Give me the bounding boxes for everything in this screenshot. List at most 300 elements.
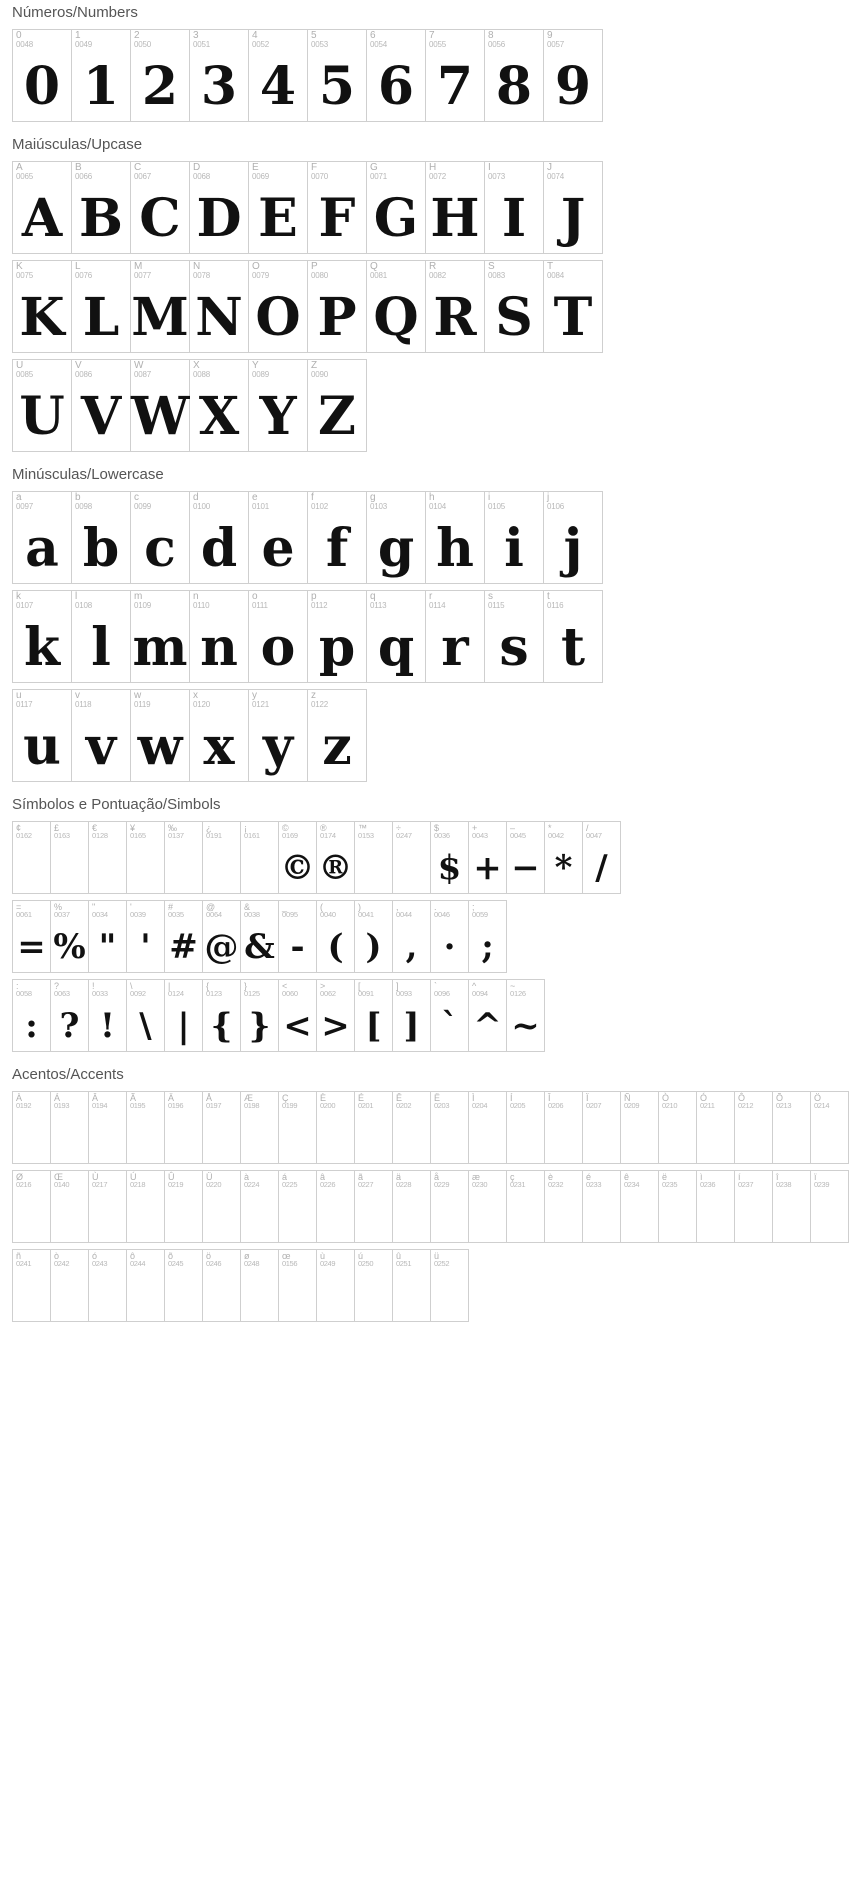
glyph-cell[interactable] xyxy=(735,1171,773,1243)
glyph-cell[interactable] xyxy=(507,822,545,894)
glyph-code-label: 0045 xyxy=(510,831,526,840)
glyph-cell[interactable] xyxy=(72,162,131,254)
glyph-cell[interactable] xyxy=(249,492,308,584)
glyph-code-label: 0055 xyxy=(429,40,446,49)
glyph-preview: H xyxy=(430,188,480,249)
glyph-char-label: O xyxy=(252,261,260,272)
glyph-preview: x xyxy=(203,716,235,777)
glyph-cell[interactable] xyxy=(811,1092,849,1164)
glyph-char-label: A xyxy=(16,162,23,173)
glyph-char-label: å xyxy=(434,1172,440,1182)
glyph-code-label: 0091 xyxy=(358,989,374,998)
glyph-cell[interactable] xyxy=(393,1171,431,1243)
glyph-cell[interactable] xyxy=(203,822,241,894)
glyph-char-label: ^ xyxy=(472,981,477,991)
glyph-code-label: 0086 xyxy=(75,370,92,379)
glyph-char-label: [ xyxy=(358,981,361,991)
glyph-char-label: q xyxy=(370,591,376,602)
glyph-cell[interactable] xyxy=(131,162,190,254)
glyph-preview: − xyxy=(511,848,540,888)
glyph-code-label: 0039 xyxy=(130,910,146,919)
glyph-cell[interactable] xyxy=(659,1092,697,1164)
glyph-cell[interactable] xyxy=(431,901,469,973)
glyph-cell[interactable] xyxy=(131,360,190,452)
glyph-code-label: 0235 xyxy=(662,1180,678,1189)
glyph-code-label: 0090 xyxy=(311,370,328,379)
glyph-cell[interactable] xyxy=(190,690,249,782)
glyph-code-label: 0218 xyxy=(130,1180,146,1189)
glyph-preview: S xyxy=(495,287,533,348)
glyph-cell[interactable] xyxy=(279,1171,317,1243)
glyph-cell[interactable] xyxy=(697,1092,735,1164)
glyph-cell[interactable] xyxy=(469,1092,507,1164)
glyph-preview: < xyxy=(283,1006,312,1046)
glyph-cell[interactable] xyxy=(165,980,203,1052)
glyph-cell[interactable] xyxy=(507,1171,545,1243)
glyph-cell[interactable] xyxy=(13,30,72,122)
glyph-char-label: ; xyxy=(472,902,475,912)
glyph-cell[interactable] xyxy=(544,162,603,254)
glyph-cell[interactable] xyxy=(811,1171,849,1243)
glyph-cell[interactable] xyxy=(735,1092,773,1164)
glyph-cell[interactable] xyxy=(13,591,72,683)
glyph-code-label: 0123 xyxy=(206,989,222,998)
glyph-cell[interactable] xyxy=(773,1171,811,1243)
glyph-code-label: 0248 xyxy=(244,1259,260,1268)
glyph-cell[interactable] xyxy=(89,1250,127,1322)
glyph-cell[interactable] xyxy=(13,901,51,973)
glyph-cell[interactable] xyxy=(431,1250,469,1322)
glyph-char-label: i xyxy=(488,492,491,503)
glyph-cell[interactable] xyxy=(190,30,249,122)
glyph-code-label: 0116 xyxy=(547,601,564,610)
glyph-char-label: ë xyxy=(662,1172,668,1182)
glyph-cell[interactable] xyxy=(51,1250,89,1322)
glyph-preview: A xyxy=(21,188,63,249)
glyph-char-label: > xyxy=(320,981,326,991)
glyph-cell[interactable] xyxy=(317,980,355,1052)
glyph-cell[interactable] xyxy=(89,901,127,973)
glyph-char-label: S xyxy=(488,261,495,272)
glyph-cell[interactable] xyxy=(51,980,89,1052)
glyph-grid xyxy=(12,29,603,122)
glyph-cell[interactable] xyxy=(393,1092,431,1164)
glyph-code-label: 0206 xyxy=(548,1101,564,1110)
glyph-cell[interactable] xyxy=(241,1171,279,1243)
glyph-cell[interactable] xyxy=(308,162,367,254)
glyph-code-label: 0089 xyxy=(252,370,269,379)
glyph-cell[interactable] xyxy=(308,261,367,353)
glyph-cell[interactable] xyxy=(469,901,507,973)
glyph-code-label: 0115 xyxy=(488,601,505,610)
glyph-code-label: 0203 xyxy=(434,1101,450,1110)
glyph-code-label: 0065 xyxy=(16,172,33,181)
glyph-code-label: 0083 xyxy=(488,271,505,280)
glyph-cell[interactable] xyxy=(72,261,131,353)
glyph-cell[interactable] xyxy=(544,591,603,683)
glyph-preview: & xyxy=(244,927,275,967)
glyph-cell[interactable] xyxy=(469,980,507,1052)
glyph-cell[interactable] xyxy=(127,1092,165,1164)
glyph-code-label: 0037 xyxy=(54,910,70,919)
glyph-cell[interactable] xyxy=(367,162,426,254)
glyph-cell[interactable] xyxy=(241,822,279,894)
glyph-code-label: 0194 xyxy=(92,1101,108,1110)
glyph-cell[interactable] xyxy=(431,1171,469,1243)
glyph-cell[interactable] xyxy=(545,822,583,894)
glyph-preview: / xyxy=(595,848,608,888)
glyph-cell[interactable] xyxy=(127,1250,165,1322)
glyph-char-label: o xyxy=(252,591,258,602)
glyph-preview: % xyxy=(53,927,86,967)
glyph-cell[interactable] xyxy=(127,901,165,973)
glyph-char-label: Á xyxy=(54,1093,61,1103)
glyph-cell[interactable] xyxy=(545,1171,583,1243)
glyph-char-label: Â xyxy=(92,1093,99,1103)
glyph-cell[interactable] xyxy=(393,980,431,1052)
glyph-cell[interactable] xyxy=(621,1092,659,1164)
glyph-char-label: G xyxy=(370,162,378,173)
glyph-row xyxy=(13,901,507,973)
glyph-cell[interactable] xyxy=(203,1250,241,1322)
glyph-cell[interactable] xyxy=(659,1171,697,1243)
glyph-code-label: 0219 xyxy=(168,1180,184,1189)
glyph-cell[interactable] xyxy=(317,1092,355,1164)
glyph-char-label: T xyxy=(547,261,554,272)
glyph-cell[interactable] xyxy=(72,591,131,683)
glyph-cell[interactable] xyxy=(51,1092,89,1164)
glyph-char-label: ( xyxy=(320,902,323,912)
glyph-cell[interactable] xyxy=(507,980,545,1052)
glyph-cell[interactable] xyxy=(431,1092,469,1164)
glyph-cell[interactable] xyxy=(393,1250,431,1322)
glyph-preview: [ xyxy=(365,1006,382,1046)
glyph-code-label: 0197 xyxy=(206,1101,222,1110)
glyph-cell[interactable] xyxy=(72,492,131,584)
glyph-preview: m xyxy=(132,617,188,678)
glyph-cell[interactable] xyxy=(13,261,72,353)
glyph-code-label: 0169 xyxy=(282,831,298,840)
glyph-char-label: € xyxy=(92,823,98,833)
glyph-code-label: 0084 xyxy=(547,271,564,280)
glyph-cell[interactable] xyxy=(13,1092,51,1164)
glyph-char-label: l xyxy=(75,591,78,602)
glyph-cell[interactable] xyxy=(241,980,279,1052)
glyph-code-label: 0038 xyxy=(244,910,260,919)
glyph-preview: y xyxy=(262,716,294,777)
glyph-preview: ^ xyxy=(473,1006,502,1046)
glyph-char-label: Ü xyxy=(206,1172,213,1182)
glyph-code-label: 0211 xyxy=(700,1101,715,1110)
glyph-code-label: 0220 xyxy=(206,1180,222,1189)
glyph-char-label: R xyxy=(429,261,437,272)
glyph-cell[interactable] xyxy=(203,1092,241,1164)
glyph-cell[interactable] xyxy=(131,492,190,584)
glyph-code-label: 0232 xyxy=(548,1180,564,1189)
glyph-cell[interactable] xyxy=(13,980,51,1052)
glyph-cell[interactable] xyxy=(131,591,190,683)
glyph-cell[interactable] xyxy=(367,30,426,122)
glyph-cell[interactable] xyxy=(426,261,485,353)
glyph-cell[interactable] xyxy=(190,591,249,683)
glyph-preview: u xyxy=(23,716,61,777)
glyph-cell[interactable] xyxy=(13,492,72,584)
glyph-cell[interactable] xyxy=(317,1250,355,1322)
glyph-cell[interactable] xyxy=(355,1092,393,1164)
glyph-code-label: 0210 xyxy=(662,1101,678,1110)
glyph-cell[interactable] xyxy=(190,261,249,353)
glyph-cell[interactable] xyxy=(317,822,355,894)
glyph-cell[interactable] xyxy=(367,261,426,353)
glyph-code-label: 0125 xyxy=(244,989,260,998)
glyph-cell[interactable] xyxy=(127,822,165,894)
glyph-cell[interactable] xyxy=(249,690,308,782)
glyph-cell[interactable] xyxy=(51,901,89,973)
glyph-char-label: C xyxy=(134,162,142,173)
glyph-preview: p xyxy=(318,617,356,678)
glyph-cell[interactable] xyxy=(127,1171,165,1243)
glyph-cell[interactable] xyxy=(279,901,317,973)
glyph-char-label: £ xyxy=(54,823,60,833)
glyph-char-label: Î xyxy=(548,1093,551,1103)
glyph-char-label: { xyxy=(206,981,210,991)
glyph-cell[interactable] xyxy=(507,1092,545,1164)
glyph-char-label: w xyxy=(134,690,142,701)
glyph-cell[interactable] xyxy=(431,822,469,894)
glyph-cell[interactable] xyxy=(583,1171,621,1243)
glyph-char-label: + xyxy=(472,823,478,833)
glyph-cell[interactable] xyxy=(697,1171,735,1243)
glyph-cell[interactable] xyxy=(241,1250,279,1322)
glyph-cell[interactable] xyxy=(203,980,241,1052)
glyph-char-label: ® xyxy=(320,823,327,833)
glyph-cell[interactable] xyxy=(355,901,393,973)
glyph-code-label: 0200 xyxy=(320,1101,336,1110)
glyph-cell[interactable] xyxy=(279,980,317,1052)
glyph-cell[interactable] xyxy=(165,822,203,894)
glyph-cell[interactable] xyxy=(393,822,431,894)
glyph-cell[interactable] xyxy=(249,360,308,452)
glyph-code-label: 0048 xyxy=(16,40,33,49)
glyph-cell[interactable] xyxy=(190,492,249,584)
glyph-code-label: 0078 xyxy=(193,271,210,280)
glyph-cell[interactable] xyxy=(485,261,544,353)
glyph-cell[interactable] xyxy=(308,591,367,683)
glyph-cell[interactable] xyxy=(426,492,485,584)
glyph-grid xyxy=(12,161,603,254)
glyph-cell[interactable] xyxy=(308,30,367,122)
glyph-cell[interactable] xyxy=(544,30,603,122)
glyph-code-label: 0070 xyxy=(311,172,328,181)
glyph-code-label: 0076 xyxy=(75,271,92,280)
glyph-code-label: 0205 xyxy=(510,1101,526,1110)
glyph-cell[interactable] xyxy=(165,1250,203,1322)
glyph-cell[interactable] xyxy=(469,1171,507,1243)
glyph-cell[interactable] xyxy=(317,901,355,973)
glyph-cell[interactable] xyxy=(190,162,249,254)
glyph-cell[interactable] xyxy=(13,822,51,894)
glyph-cell[interactable] xyxy=(279,1092,317,1164)
glyph-cell[interactable] xyxy=(355,822,393,894)
glyph-cell[interactable] xyxy=(485,162,544,254)
glyph-char-label: h xyxy=(429,492,435,503)
glyph-char-label: ú xyxy=(358,1251,364,1261)
glyph-cell[interactable] xyxy=(89,1092,127,1164)
glyph-cell[interactable] xyxy=(426,162,485,254)
glyph-cell[interactable] xyxy=(317,1171,355,1243)
glyph-cell[interactable] xyxy=(544,261,603,353)
glyph-cell[interactable] xyxy=(279,822,317,894)
glyph-cell[interactable] xyxy=(72,690,131,782)
glyph-preview: : xyxy=(25,1006,38,1046)
glyph-code-label: 0106 xyxy=(547,502,564,511)
glyph-cell[interactable] xyxy=(308,360,367,452)
glyph-char-label: ã xyxy=(358,1172,364,1182)
glyph-char-label: } xyxy=(244,981,248,991)
glyph-char-label: © xyxy=(282,823,289,833)
glyph-preview: E xyxy=(258,188,298,249)
glyph-cell[interactable] xyxy=(165,1171,203,1243)
glyph-cell[interactable] xyxy=(131,261,190,353)
glyph-grid xyxy=(12,900,507,973)
glyph-cell[interactable] xyxy=(583,822,621,894)
glyph-cell[interactable] xyxy=(13,1171,51,1243)
glyph-char-label: W xyxy=(134,360,144,371)
glyph-cell[interactable] xyxy=(355,1171,393,1243)
glyph-cell[interactable] xyxy=(367,492,426,584)
glyph-char-label: ) xyxy=(358,902,361,912)
glyph-char-label: Ñ xyxy=(624,1093,631,1103)
glyph-cell[interactable] xyxy=(393,901,431,973)
glyph-cell[interactable] xyxy=(485,591,544,683)
glyph-code-label: 0110 xyxy=(193,601,210,610)
glyph-row xyxy=(13,822,621,894)
glyph-char-label: Ó xyxy=(700,1093,708,1103)
glyph-cell[interactable] xyxy=(249,591,308,683)
glyph-code-label: 0216 xyxy=(16,1180,32,1189)
glyph-char-label: é xyxy=(586,1172,592,1182)
glyph-cell[interactable] xyxy=(279,1250,317,1322)
glyph-code-label: 0035 xyxy=(168,910,184,919)
glyph-cell[interactable] xyxy=(13,360,72,452)
glyph-cell[interactable] xyxy=(203,1171,241,1243)
section-title: Símbolos e Pontuação/Simbols xyxy=(12,796,221,813)
glyph-code-label: 0198 xyxy=(244,1101,260,1110)
glyph-cell[interactable] xyxy=(13,690,72,782)
font-specimen-page xyxy=(0,4,830,1342)
glyph-cell[interactable] xyxy=(621,1171,659,1243)
glyph-cell[interactable] xyxy=(431,980,469,1052)
glyph-cell[interactable] xyxy=(241,901,279,973)
glyph-cell[interactable] xyxy=(89,1171,127,1243)
glyph-char-label: * xyxy=(548,823,552,833)
glyph-char-label: m xyxy=(134,591,143,602)
glyph-preview: q xyxy=(377,617,415,678)
glyph-code-label: 0112 xyxy=(311,601,328,610)
glyph-cell[interactable] xyxy=(308,492,367,584)
glyph-char-label: p xyxy=(311,591,317,602)
glyph-cell[interactable] xyxy=(89,822,127,894)
glyph-cell[interactable] xyxy=(127,980,165,1052)
glyph-preview: J xyxy=(560,188,586,249)
glyph-cell[interactable] xyxy=(131,30,190,122)
glyph-code-label: 0096 xyxy=(434,989,450,998)
glyph-char-label: B xyxy=(75,162,82,173)
glyph-cell[interactable] xyxy=(249,162,308,254)
glyph-char-label: Ò xyxy=(662,1093,670,1103)
glyph-preview: = xyxy=(17,927,46,967)
glyph-code-label: 0098 xyxy=(75,502,92,511)
glyph-code-label: 0241 xyxy=(16,1259,32,1268)
glyph-char-label: ÷ xyxy=(396,823,401,833)
glyph-preview: g xyxy=(377,518,415,579)
glyph-cell[interactable] xyxy=(355,1250,393,1322)
glyph-cell[interactable] xyxy=(241,1092,279,1164)
glyph-cell[interactable] xyxy=(545,1092,583,1164)
glyph-preview: K xyxy=(19,287,65,348)
glyph-char-label: œ xyxy=(282,1251,291,1261)
glyph-cell[interactable] xyxy=(355,980,393,1052)
glyph-cell[interactable] xyxy=(544,492,603,584)
glyph-cell[interactable] xyxy=(773,1092,811,1164)
glyph-grid xyxy=(12,1249,469,1322)
glyph-cell[interactable] xyxy=(249,261,308,353)
glyph-cell[interactable] xyxy=(13,1250,51,1322)
glyph-char-label: Ã xyxy=(130,1093,137,1103)
glyph-code-label: 0137 xyxy=(168,831,184,840)
glyph-cell[interactable] xyxy=(308,690,367,782)
glyph-char-label: ï xyxy=(814,1172,817,1182)
glyph-char-label: Ô xyxy=(738,1093,746,1103)
glyph-code-label: 0192 xyxy=(16,1101,32,1110)
glyph-cell[interactable] xyxy=(165,901,203,973)
glyph-cell[interactable] xyxy=(51,1171,89,1243)
glyph-cell[interactable] xyxy=(89,980,127,1052)
glyph-code-label: 0237 xyxy=(738,1180,754,1189)
glyph-cell[interactable] xyxy=(131,690,190,782)
glyph-cell[interactable] xyxy=(13,162,72,254)
glyph-cell[interactable] xyxy=(485,30,544,122)
glyph-code-label: 0193 xyxy=(54,1101,70,1110)
glyph-cell[interactable] xyxy=(190,360,249,452)
glyph-row xyxy=(13,1171,849,1243)
glyph-cell[interactable] xyxy=(367,591,426,683)
glyph-preview: e xyxy=(261,518,295,579)
glyph-cell[interactable] xyxy=(203,901,241,973)
glyph-code-label: 0059 xyxy=(472,910,488,919)
glyph-code-label: 0067 xyxy=(134,172,151,181)
glyph-cell[interactable] xyxy=(72,360,131,452)
glyph-cell[interactable] xyxy=(165,1092,203,1164)
glyph-code-label: 0156 xyxy=(282,1259,298,1268)
glyph-code-label: 0047 xyxy=(586,831,602,840)
glyph-code-label: 0104 xyxy=(429,502,446,511)
glyph-code-label: 0043 xyxy=(472,831,488,840)
glyph-code-label: 0119 xyxy=(134,700,151,709)
glyph-row xyxy=(13,690,367,782)
glyph-char-label: g xyxy=(370,492,376,503)
glyph-cell[interactable] xyxy=(469,822,507,894)
glyph-cell[interactable] xyxy=(249,30,308,122)
glyph-cell[interactable] xyxy=(51,822,89,894)
glyph-cell[interactable] xyxy=(426,30,485,122)
glyph-char-label: P xyxy=(311,261,318,272)
glyph-code-label: 0114 xyxy=(429,601,446,610)
glyph-cell[interactable] xyxy=(72,30,131,122)
glyph-cell[interactable] xyxy=(426,591,485,683)
glyph-cell[interactable] xyxy=(583,1092,621,1164)
glyph-cell[interactable] xyxy=(485,492,544,584)
